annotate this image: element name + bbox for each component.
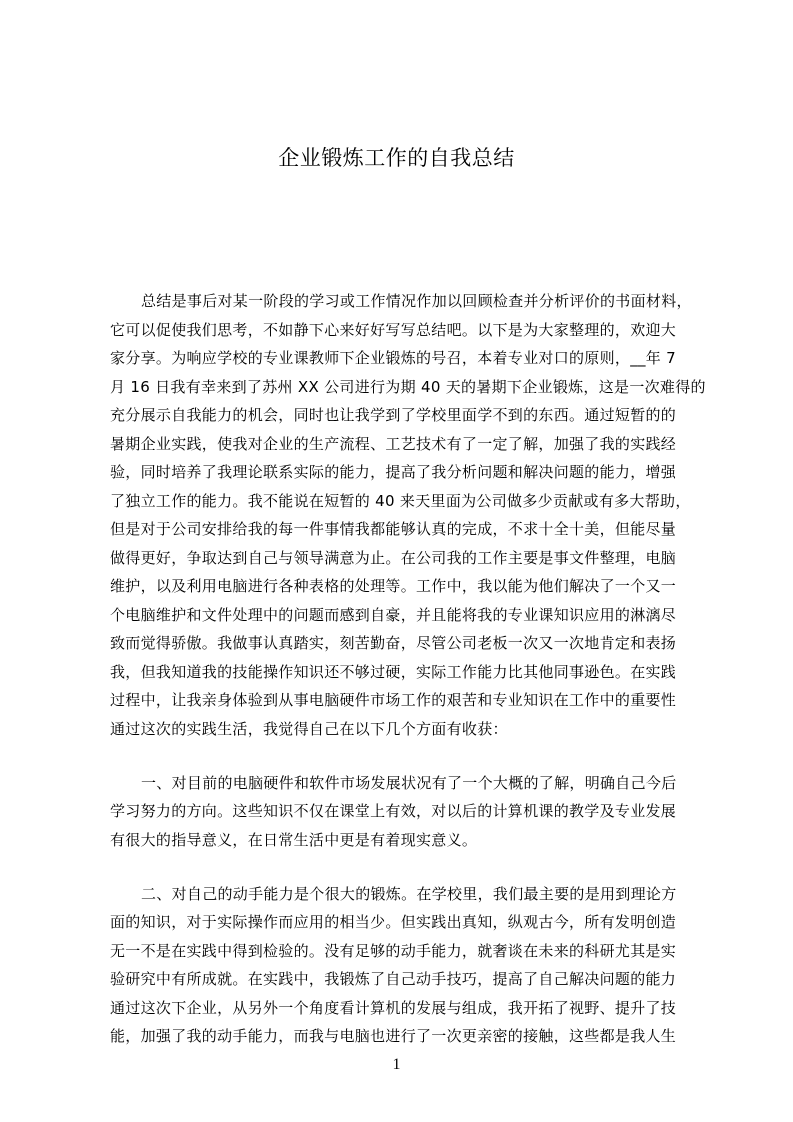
paragraph-line: 它可以促使我们思考，不如静下心来好好写写总结吧。以下是为大家整理的，欢迎大 — [110, 321, 677, 339]
paragraph-line: 无一不是在实践中得到检验的。没有足够的动手能力，就奢谈在未来的科研尤其是实 — [110, 942, 677, 960]
paragraph-line: 面的知识，对于实际操作而应用的相当少。但实践出真知，纵观古今，所有发明创造 — [110, 913, 677, 931]
paragraph-line: 学习努力的方向。这些知识不仅在课堂上有效，对以后的计算机课的教学及专业发展 — [110, 802, 677, 820]
paragraph-line: 过程中，让我亲身体验到从事电脑硬件市场工作的艰苦和专业知识在工作中的重要性 — [110, 691, 677, 709]
paragraph-line: 有很大的指导意义，在日常生活中更是有着现实意义。 — [110, 831, 478, 849]
paragraph-line: 能，加强了我的动手能力，而我与电脑也进行了一次更亲密的接触，这些都是我人生 — [110, 1027, 677, 1045]
paragraph-line: 总结是事后对某一阶段的学习或工作情况作加以回顾检查并分析评价的书面材料， — [141, 292, 692, 310]
paragraph-line: 二、对自己的动手能力是个很大的锻炼。在学校里，我们最主要的是用到理论方 — [141, 885, 677, 903]
paragraph-line: 维护，以及利用电脑进行各种表格的处理等。工作中，我以能为他们解决了一个又一 — [110, 577, 677, 595]
paragraph-line: 暑期企业实践，使我对企业的生产流程、工艺技术有了一定了解，加强了我的实践经 — [110, 435, 677, 453]
paragraph-line: 做得更好，争取达到自己与领导满意为止。在公司我的工作主要是事文件整理，电脑 — [110, 549, 677, 567]
paragraph-line: 但是对于公司安排给我的每一件事情我都能够认真的完成，不求十全十美，但能尽量 — [110, 520, 677, 538]
paragraph-line: 致而觉得骄傲。我做事认真踏实，刻苦勤奋，尽管公司老板一次又一次地肯定和表扬 — [110, 634, 677, 652]
paragraph-line: 了独立工作的能力。我不能说在短暂的 40 来天里面为公司做多少贡献或有多大帮助， — [110, 492, 691, 510]
paragraph-line: 验研究中有所成就。在实践中，我锻炼了自己动手技巧，提高了自己解决问题的能力 — [110, 970, 677, 988]
paragraph-line: 充分展示自我能力的机会，同时也让我学到了学校里面学不到的东西。通过短暂的的 — [110, 406, 677, 424]
paragraph-line: 家分享。为响应学校的专业课教师下企业锻炼的号召，本着专业对口的原则，__年 7 — [110, 349, 677, 367]
paragraph-line: 验，同时培养了我理论联系实际的能力，提高了我分析问题和解决问题的能力，增强 — [110, 463, 677, 481]
paragraph-line: 个电脑维护和文件处理中的问题而感到自豪，并且能将我的专业课知识应用的淋漓尽 — [110, 606, 677, 624]
paragraph-line: 一、对目前的电脑硬件和软件市场发展状况有了一个大概的了解，明确自己今后 — [141, 774, 677, 792]
paragraph-line: 我，但我知道我的技能操作知识还不够过硬，实际工作能力比其他同事逊色。在实践 — [110, 663, 677, 681]
page-number: 1 — [392, 1056, 401, 1073]
document-title: 企业锻炼工作的自我总结 — [278, 146, 515, 170]
paragraph-line: 月 16 日我有幸来到了苏州 XX 公司进行为期 40 天的暑期下企业锻炼，这是一次难得的 — [110, 378, 706, 396]
paragraph-line: 通过这次下企业，从另外一个角度看计算机的发展与组成，我开拓了视野、提升了技 — [110, 999, 677, 1017]
paragraph-line: 通过这次的实践生活，我觉得自己在以下几个方面有收获： — [110, 720, 508, 738]
